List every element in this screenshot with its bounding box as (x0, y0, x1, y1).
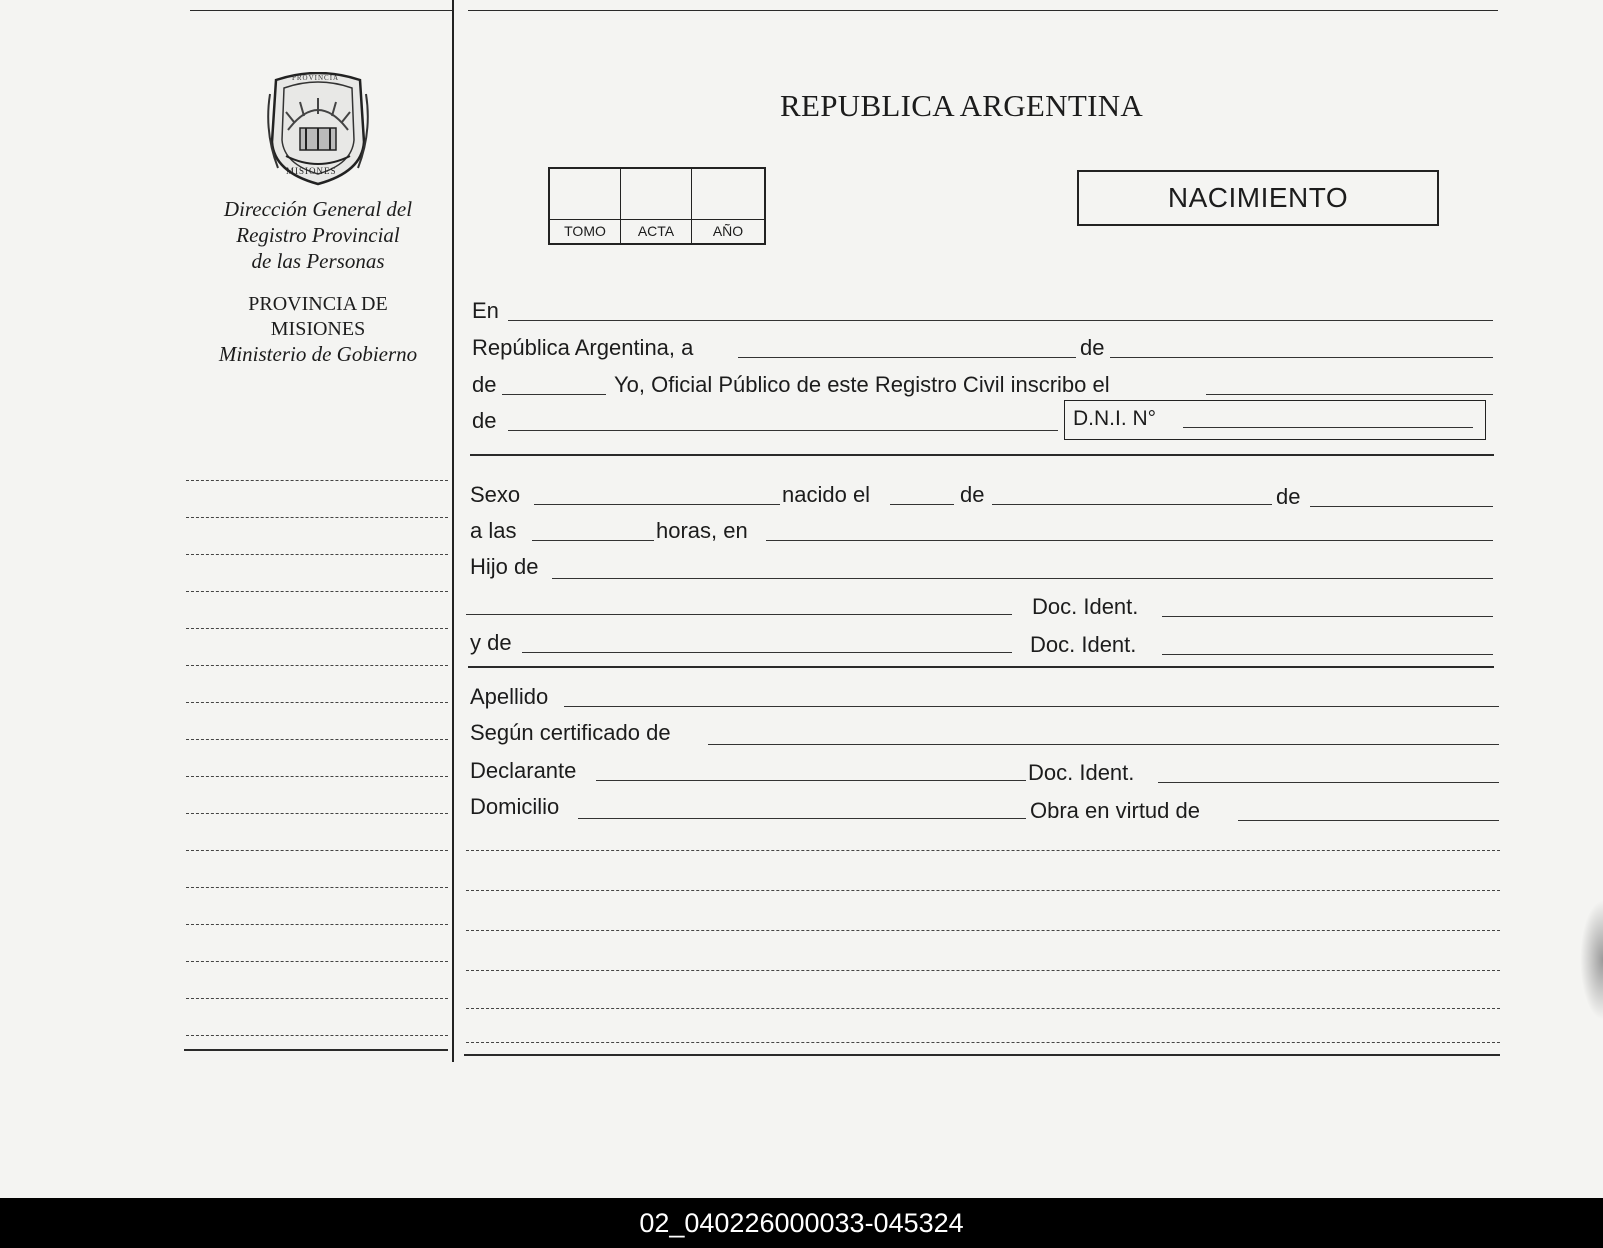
ministry-name: Ministerio de Gobierno (218, 342, 418, 366)
sidebar-rule (186, 702, 448, 703)
label-republica-a: República Argentina, a (472, 335, 694, 360)
province-title (196, 292, 440, 367)
field-declarante[interactable] (596, 780, 1026, 781)
field-day[interactable] (738, 357, 1076, 358)
sidebar-rule (186, 813, 448, 814)
field-birth-day[interactable] (890, 504, 954, 505)
field-dni[interactable] (1183, 427, 1473, 428)
field-obra-en-virtud[interactable] (1238, 820, 1499, 821)
label-de: de (960, 482, 985, 507)
section-rule-2 (468, 666, 1494, 668)
direction-title (196, 196, 440, 274)
sidebar-bottom-rule (184, 1049, 448, 1051)
label-hijo-de: Hijo de (470, 554, 539, 579)
label-doc-ident: Doc. Ident. (1028, 760, 1135, 785)
label-acta: ACTA (637, 223, 675, 239)
direction-line-2: Registro Provincial (236, 223, 400, 247)
record-type-title: NACIMIENTO (1167, 182, 1349, 213)
remarks-line (466, 1042, 1500, 1043)
field-father-line1[interactable] (552, 578, 1493, 579)
field-birth-month[interactable] (992, 504, 1272, 505)
label-horas-en: horas, en (656, 518, 748, 543)
field-apellido[interactable] (564, 706, 1499, 707)
province-line-1: PROVINCIA DE (248, 293, 388, 315)
field-person-name[interactable] (508, 430, 1058, 431)
field-year[interactable] (502, 394, 606, 395)
remarks-line[interactable] (466, 890, 1500, 891)
top-rule-right (468, 10, 1498, 11)
label-sexo: Sexo (470, 482, 521, 507)
label-obra-en-virtud: Obra en virtud de (1030, 798, 1200, 823)
sidebar-rule (186, 998, 448, 999)
sidebar-rule (186, 554, 448, 555)
field-domicilio[interactable] (578, 818, 1026, 819)
vertical-divider (452, 0, 454, 1062)
field-birth-year[interactable] (1310, 506, 1493, 507)
label-apellido: Apellido (470, 684, 549, 709)
label-nacido-el: nacido el (782, 482, 871, 507)
field-inscribo[interactable] (1206, 394, 1493, 395)
sidebar-rule (186, 665, 448, 666)
label-doc-ident: Doc. Ident. (1032, 594, 1139, 619)
sidebar-rule (186, 776, 448, 777)
label-declarante: Declarante (470, 758, 577, 783)
direction-line-3: de las Personas (251, 249, 385, 273)
sidebar-rule (186, 850, 448, 851)
label-doc-ident: Doc. Ident. (1030, 632, 1137, 657)
document-id-bar: 02_040226000033-045324 (0, 1198, 1603, 1248)
section-rule-1 (470, 454, 1494, 456)
label-de: de (472, 408, 497, 433)
registry-label-rule (550, 219, 764, 220)
sidebar-rule (186, 480, 448, 481)
field-certificado[interactable] (708, 744, 1499, 745)
province-line-2: MISIONES (270, 318, 366, 340)
field-mother[interactable] (522, 652, 1012, 653)
field-father-doc[interactable] (1162, 616, 1493, 617)
remarks-line[interactable] (466, 970, 1500, 971)
sidebar-rule (186, 739, 448, 740)
field-declarante-doc[interactable] (1158, 782, 1499, 783)
seal-text-bottom: MISIONES (286, 166, 337, 176)
bottom-rule (464, 1054, 1500, 1056)
label-de: de (472, 372, 497, 397)
label-yo-oficial: Yo, Oficial Público de este Registro Civil inscribo el (614, 372, 1110, 397)
label-tomo: TOMO (564, 223, 606, 239)
field-sexo[interactable] (534, 504, 780, 505)
remarks-line[interactable] (466, 1008, 1500, 1009)
field-birth-place[interactable] (766, 540, 1493, 541)
label-de: de (1276, 484, 1301, 509)
sidebar-rule (186, 517, 448, 518)
field-hour[interactable] (532, 540, 654, 541)
sidebar-rule (186, 961, 448, 962)
dni-box[interactable] (1064, 400, 1486, 440)
label-a-las: a las (470, 518, 517, 543)
sidebar-rule (186, 1035, 448, 1036)
field-mother-doc[interactable] (1162, 654, 1493, 655)
top-rule-left (190, 10, 452, 11)
direction-line-1: Dirección General del (223, 197, 413, 221)
registry-number-grid (548, 167, 766, 245)
label-segun-certificado: Según certificado de (470, 720, 671, 745)
label-anio: AÑO (712, 223, 744, 239)
sidebar-rule (186, 591, 448, 592)
country-title: REPUBLICA ARGENTINA (780, 88, 1144, 123)
remarks-line[interactable] (466, 930, 1500, 931)
label-domicilio: Domicilio (470, 794, 560, 819)
seal-text-top: PROVINCIA (292, 74, 340, 82)
sidebar-rule (186, 887, 448, 888)
label-y-de: y de (470, 630, 512, 655)
remarks-line[interactable] (466, 850, 1500, 851)
label-en: En (472, 298, 499, 323)
label-de: de (1080, 335, 1105, 360)
sidebar-rule (186, 628, 448, 629)
field-month[interactable] (1110, 357, 1493, 358)
sidebar-rule (186, 924, 448, 925)
field-father-line2[interactable] (466, 614, 1012, 615)
label-dni: D.N.I. N° (1073, 407, 1157, 430)
page-edge-shadow (1580, 900, 1603, 1020)
record-type-box (1077, 170, 1439, 226)
field-en[interactable] (508, 320, 1493, 321)
